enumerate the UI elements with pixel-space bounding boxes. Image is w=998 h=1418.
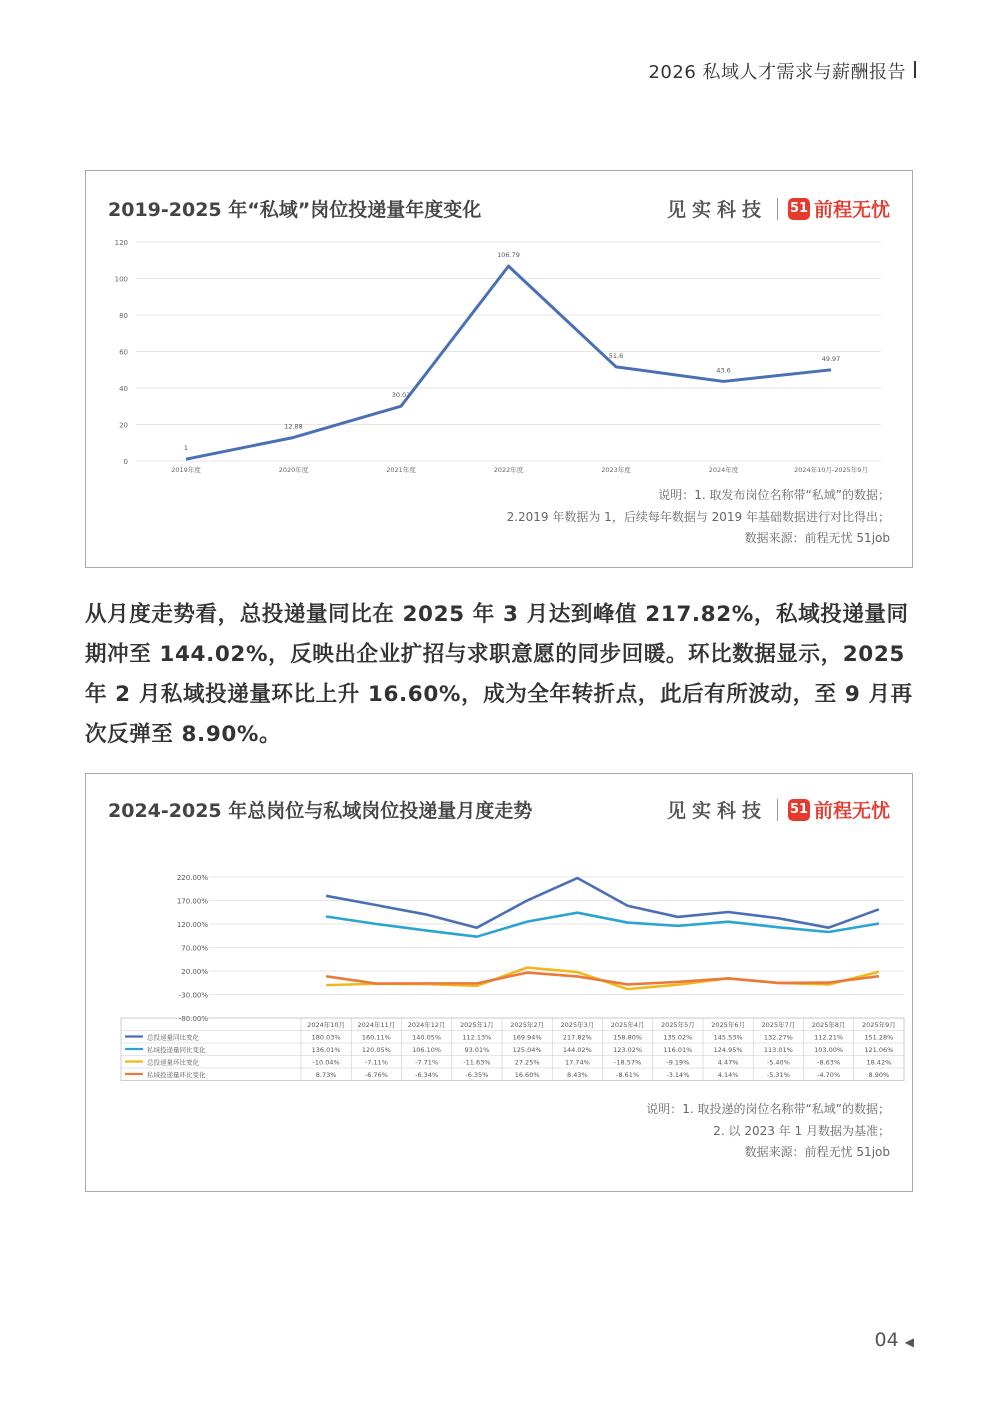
y-tick-label: 40 [119, 385, 128, 393]
note-line: 2.2019 年数据为 1，后续每年数据与 2019 年基础数据进行对比得出； [506, 509, 890, 524]
table-cell: 158.80% [613, 1033, 643, 1042]
y-tick-label: 70.00% [181, 944, 208, 953]
table-cell: 169.94% [512, 1033, 542, 1042]
x-tick-label: 2019年度 [171, 466, 201, 474]
table-cell: 4.47% [717, 1058, 739, 1067]
table-cell: -6.35% [465, 1071, 489, 1079]
header-divider [914, 61, 916, 78]
legend-label: 总投递量环比变化 [147, 1058, 199, 1067]
x-tick-label: 2024年11月 [357, 1021, 396, 1029]
table-cell: -11.63% [463, 1058, 491, 1067]
legend-label: 私域投递量同比变化 [147, 1046, 206, 1054]
table-cell: 121.06% [864, 1046, 894, 1054]
qiancheng-mark-icon: 51 [788, 198, 810, 220]
table-cell: 8.90% [868, 1071, 890, 1079]
annual-chart-title: 2019-2025 年“私域”岗位投递量年度变化 [108, 199, 482, 221]
source-line: 数据来源：前程无忧 51job [744, 1145, 890, 1159]
table-cell: 18.42% [866, 1058, 892, 1067]
data-label: 51.6 [608, 351, 624, 360]
annual-chart-notes [507, 485, 890, 550]
qiancheng-mark-icon: 51 [788, 799, 810, 821]
table-cell: 136.01% [311, 1046, 341, 1054]
x-tick-label: 2025年9月 [862, 1021, 896, 1029]
table-cell: -4.70% [817, 1071, 841, 1079]
y-tick-label: -80.00% [178, 1015, 208, 1023]
data-label: 106.79 [497, 251, 520, 260]
table-cell: 151.28% [864, 1033, 894, 1042]
table-cell: -8.63% [817, 1058, 841, 1067]
x-tick-label: 2025年2月 [510, 1021, 544, 1029]
qiancheng-logo [788, 796, 890, 823]
table-cell: -6.76% [364, 1071, 388, 1079]
x-tick-label: 2025年4月 [610, 1021, 645, 1029]
monthly-line-chart [96, 862, 906, 1102]
y-tick-label: 80 [119, 312, 128, 320]
note-line: 说明：1. 取发布岗位名称带“私域”的数据； [658, 488, 890, 502]
brand-logos [667, 195, 890, 222]
annual-line-chart [96, 231, 896, 481]
table-cell: 106.10% [412, 1046, 442, 1054]
table-cell: 16.60% [514, 1071, 540, 1079]
table-cell: 17.74% [564, 1058, 590, 1067]
page-number [875, 1329, 914, 1351]
x-tick-label: 2020年度 [278, 466, 309, 474]
body-paragraph: 从月度走势看，总投递量同比在 2025 年 3 月达到峰值 217.82%，私域投递量同期冲至 144.02%，反映出企业扩招与求职意愿的同步回暖。环比数据显示，2025 年 2 月私域投递量环比上升 16.60%，成为全年转折点，此后有所波动，至 9 月再次反弹至 8.90%。 [85, 602, 913, 747]
table-cell: 116.01% [663, 1046, 693, 1054]
x-tick-label: 2021年度 [386, 466, 416, 474]
x-tick-label: 2025年7月 [761, 1021, 796, 1029]
table-cell: 160.11% [361, 1033, 391, 1042]
table-cell: 93.01% [464, 1046, 490, 1054]
logo-divider [777, 198, 778, 220]
y-tick-label: 220.00% [176, 874, 208, 882]
legend-label: 总投递量同比变化 [147, 1033, 199, 1042]
x-tick-label: 2022年度 [493, 466, 524, 474]
table-cell: 112.13% [462, 1033, 492, 1042]
table-cell: 8.73% [315, 1071, 337, 1079]
table-cell: -9.19% [666, 1058, 690, 1067]
series-line [326, 973, 879, 985]
table-cell: 112.21% [814, 1033, 844, 1042]
note-line: 说明：1. 取投递的岗位名称带“私域”的数据； [646, 1102, 890, 1116]
data-label: 49.97 [821, 354, 841, 363]
table-cell: 140.05% [412, 1033, 442, 1042]
qiancheng-logo-text: 前程无忧 [813, 800, 890, 822]
table-cell: 120.05% [361, 1046, 391, 1054]
y-tick-label: 20 [119, 421, 128, 430]
monthly-chart-title: 2024-2025 年总岗位与私域岗位投递量月度走势 [108, 800, 533, 822]
annual-chart-panel [85, 170, 913, 568]
y-tick-label: 120 [114, 239, 128, 247]
jianshi-logo: 见实科技 [666, 800, 767, 822]
y-tick-label: 170.00% [176, 897, 208, 906]
jianshi-logo: 见实科技 [666, 199, 767, 221]
data-label: 30.02 [391, 391, 411, 400]
x-tick-label: 2025年1月 [460, 1021, 494, 1029]
table-cell: -6.34% [415, 1071, 439, 1079]
note-line: 2. 以 2023 年 1 月数据为基准； [713, 1123, 890, 1138]
table-cell: -18.57% [614, 1058, 642, 1067]
monthly-chart-panel [85, 773, 913, 1192]
table-cell: 123.02% [613, 1046, 643, 1054]
y-tick-label: 20.00% [181, 968, 208, 976]
page-arrow-icon: ◀ [904, 1335, 914, 1349]
table-cell: 144.02% [562, 1046, 592, 1054]
table-cell: 113.01% [763, 1046, 793, 1054]
x-tick-label: 2023年度 [601, 466, 631, 474]
table-cell: -5.40% [766, 1058, 790, 1067]
table-cell: 125.04% [512, 1046, 542, 1054]
table-cell: 135.02% [663, 1033, 693, 1042]
table-cell: -10.04% [312, 1058, 340, 1067]
table-cell: -8.61% [616, 1071, 640, 1079]
y-tick-label: -30.00% [178, 991, 208, 1000]
report-title: 2026 私域人才需求与薪酬报告 [648, 62, 906, 83]
data-label: 43.6 [716, 366, 731, 375]
table-cell: 8.43% [567, 1071, 588, 1079]
table-cell: -7.71% [415, 1058, 439, 1067]
x-tick-label: 2024年度 [708, 466, 739, 474]
x-tick-label: 2025年8月 [811, 1021, 846, 1029]
x-tick-label: 2025年6月 [711, 1021, 745, 1029]
y-tick-label: 0 [123, 458, 128, 466]
table-cell: 180.03% [311, 1033, 341, 1042]
table-cell: -7.11% [364, 1058, 388, 1067]
table-cell: 124.95% [713, 1046, 743, 1054]
table-cell: 103.00% [814, 1046, 844, 1054]
x-tick-label: 2024年10月 [307, 1021, 346, 1029]
table-cell: -3.14% [666, 1071, 690, 1079]
table-cell: 27.25% [514, 1058, 540, 1067]
x-tick-label: 2025年3月 [560, 1021, 595, 1029]
x-tick-label: 2024年10月-2025年9月 [794, 466, 868, 474]
series-line [183, 266, 831, 459]
data-label: 1 [183, 444, 189, 453]
monthly-chart-notes [646, 1099, 890, 1164]
y-tick-label: 100 [114, 275, 128, 284]
data-label: 12.88 [284, 422, 303, 431]
series-line [326, 913, 879, 937]
table-cell: 217.82% [562, 1033, 592, 1042]
table-cell: -5.31% [766, 1071, 790, 1079]
y-tick-label: 60 [119, 348, 128, 357]
brand-logos [667, 796, 890, 823]
qiancheng-logo-text: 前程无忧 [813, 199, 890, 221]
source-line: 数据来源：前程无忧 51job [744, 531, 890, 545]
table-cell: 132.27% [763, 1033, 793, 1042]
series-line [326, 878, 879, 928]
x-tick-label: 2025年5月 [661, 1021, 695, 1029]
page-number-text: 04 [874, 1329, 899, 1351]
legend-label: 私域投递量环比变化 [147, 1071, 206, 1079]
table-cell: 145.53% [713, 1033, 743, 1042]
logo-divider [777, 799, 778, 821]
y-tick-label: 120.00% [176, 921, 208, 929]
table-cell: 4.14% [717, 1071, 739, 1079]
x-tick-label: 2024年12月 [407, 1021, 446, 1029]
qiancheng-logo [788, 195, 890, 222]
